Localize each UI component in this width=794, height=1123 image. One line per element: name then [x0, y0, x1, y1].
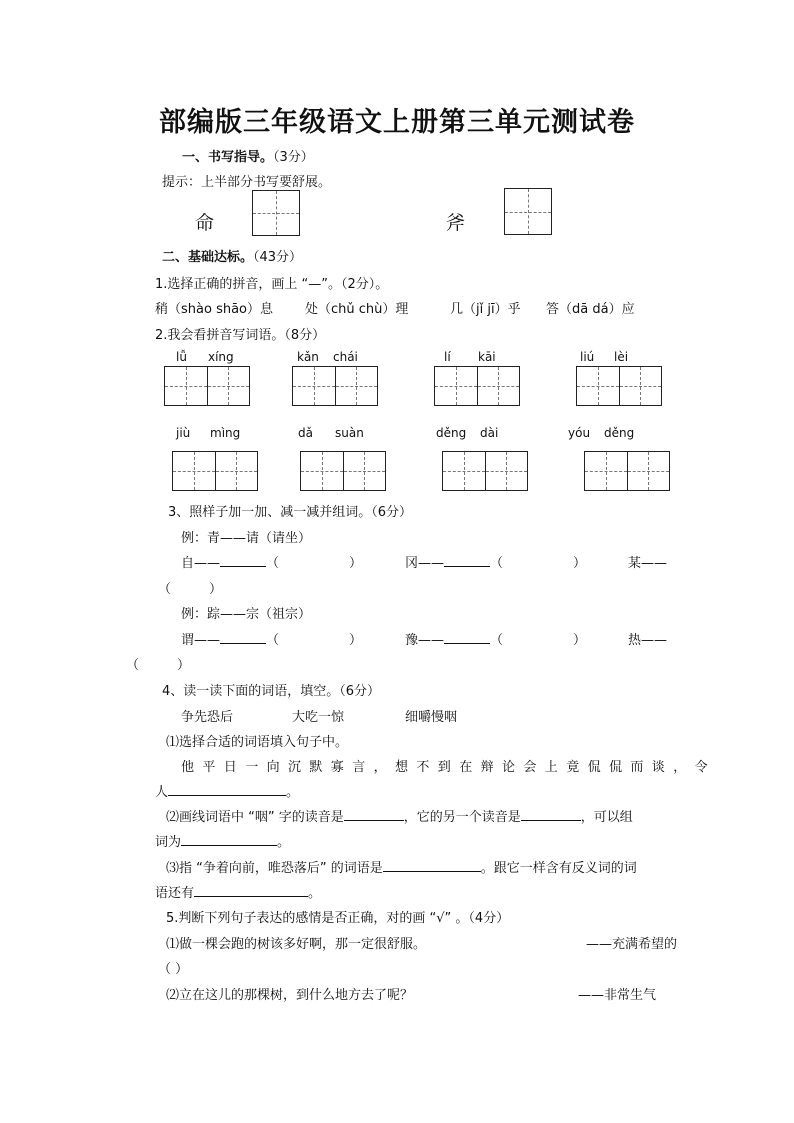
q5-prompt: 5.判断下列句子表达的感情是否正确，对的画 “√” 。（4分） — [166, 911, 510, 926]
answer-blank[interactable] — [383, 859, 481, 872]
q1-char: 理 — [395, 302, 409, 317]
section2-points: （43分） — [253, 250, 303, 265]
pinyin-label: lèi — [614, 350, 629, 364]
pinyin-label: mìng — [210, 426, 241, 440]
q4-sub3-text: ⑶指 “争着向前，唯恐落后” 的词语是 — [166, 861, 383, 876]
answer-blank[interactable] — [521, 808, 581, 821]
section2-heading — [162, 246, 302, 265]
q1-item — [546, 298, 635, 317]
q4-sub2 — [166, 806, 633, 825]
q4-sub1-sentence: 他平日一向沉默寡言，想不到在辩论会上竟侃侃而谈，令 — [181, 760, 717, 775]
pinyin-label: kǎn — [297, 350, 319, 364]
paren: ） — [209, 582, 223, 597]
q3-item — [405, 552, 586, 571]
page-title: 部编版三年级语文上册第三单元测试卷 — [159, 107, 635, 138]
q4-sub1-text — [181, 756, 717, 775]
q3-example-1: 例：青——请（请坐） — [181, 531, 312, 546]
q4-sub3-text: 语还有 — [155, 886, 195, 901]
practice-grid-1[interactable] — [252, 190, 300, 236]
pinyin-label: děng — [436, 426, 467, 440]
pinyin-label: suàn — [335, 426, 364, 440]
q4-sub1-cont: 人 — [155, 785, 169, 800]
q5-sentence-2: ⑵立在这儿的那棵树，到什么地方去了呢？ — [166, 988, 414, 1003]
q1-options[interactable]: （shào shāo） — [168, 302, 261, 317]
section1-hint: 提示：上半部分书写要舒展。 — [162, 175, 332, 190]
answer-blank[interactable] — [444, 631, 490, 644]
paren: （ — [266, 633, 280, 648]
q4-sub2-text: ，它的另一个读音是 — [403, 810, 521, 825]
pinyin-label: lí — [444, 350, 451, 364]
q4-sub2-line2 — [155, 831, 290, 850]
pinyin-label: chái — [333, 350, 358, 364]
q3-item — [181, 629, 362, 648]
q1-char: 答 — [546, 302, 560, 317]
section1-points: （3分） — [273, 150, 314, 165]
pinyin-label: liú — [580, 350, 595, 364]
answer-blank[interactable] — [344, 808, 404, 821]
q3-char: 热—— — [628, 633, 668, 648]
paren: （ — [158, 582, 172, 597]
pinyin-label: xíng — [208, 350, 234, 364]
q4-sub2-text: 词为 — [155, 835, 182, 850]
answer-blank[interactable] — [220, 554, 266, 567]
paren: （ — [266, 556, 280, 571]
writing-field[interactable] — [300, 451, 386, 491]
paren: ） — [177, 658, 191, 673]
paren: （ — [490, 556, 504, 571]
q1-char: 处 — [305, 302, 319, 317]
paren: ） — [349, 556, 363, 571]
q5-sentence-1: ⑴做一棵会跑的树该多好啊，那一定很舒服。 — [166, 937, 427, 952]
q4-word: 争先恐后 — [181, 710, 234, 725]
pinyin-label: jiù — [176, 426, 191, 440]
q3-item — [405, 629, 586, 648]
q1-char: 乎 — [507, 302, 521, 317]
writing-field[interactable] — [164, 366, 250, 406]
pinyin-label: lǚ — [176, 350, 187, 364]
q1-item — [450, 298, 521, 317]
pinyin-label: yóu — [568, 426, 591, 440]
q3-item — [181, 552, 362, 571]
q4-word: 大吃一惊 — [292, 710, 345, 725]
pinyin-label: kāi — [478, 350, 496, 364]
q4-period: 。 — [308, 886, 322, 901]
section1-heading-text: 一、书写指导。 — [182, 150, 274, 165]
practice-char-1: 命 — [195, 212, 215, 234]
q1-char: 稍 — [155, 302, 169, 317]
writing-field[interactable] — [172, 451, 258, 491]
q4-period: 。 — [277, 835, 291, 850]
paren: （ — [126, 658, 140, 673]
answer-blank[interactable] — [444, 554, 490, 567]
q1-prompt: 1.选择正确的拼音，画上 “—”。（2分）。 — [155, 277, 389, 292]
q2-prompt: 2.我会看拼音写词语。（8分） — [155, 328, 326, 343]
practice-grid-2[interactable] — [504, 188, 552, 235]
q1-options[interactable]: （jǐ jī） — [463, 302, 508, 317]
practice-char-2: 斧 — [446, 212, 466, 234]
q4-period: 。 — [286, 785, 300, 800]
q3-char: 谓—— — [181, 633, 221, 648]
q4-sub3-text: 。跟它一样含有反义词的词 — [480, 861, 637, 876]
paren: ） — [573, 633, 587, 648]
pinyin-label: dài — [480, 426, 499, 440]
pinyin-label: dǎ — [298, 426, 313, 440]
paren: ） — [349, 633, 363, 648]
q3-char: 某—— — [628, 556, 668, 571]
q1-item — [305, 298, 408, 317]
section2-heading-text: 二、基础达标。 — [162, 250, 254, 265]
section1-heading — [182, 146, 314, 165]
writing-field[interactable] — [442, 451, 528, 491]
q1-char: 息 — [260, 302, 274, 317]
answer-blank[interactable] — [194, 884, 308, 897]
writing-field[interactable] — [292, 366, 378, 406]
q3-example-2: 例：踪——宗（祖宗） — [181, 607, 312, 622]
q1-char: 应 — [621, 302, 635, 317]
q3-char: 自—— — [181, 556, 221, 571]
q1-options[interactable]: （chǔ chù） — [318, 302, 396, 317]
answer-blank[interactable] — [168, 783, 286, 796]
paren: （ — [490, 633, 504, 648]
q5-answer-paren[interactable]: （ ） — [158, 962, 189, 977]
paren: ） — [573, 556, 587, 571]
q4-sub3-line2 — [155, 882, 321, 901]
q5-sentence-2-tail: ——非常生气 — [578, 988, 657, 1003]
q4-sub2-text: ，可以组 — [580, 810, 633, 825]
q3-wrap-paren — [126, 654, 190, 673]
q1-options[interactable]: （dā dá） — [559, 302, 622, 317]
q4-sub1-line2 — [155, 781, 299, 800]
q3-prompt: 3、照样子加一加、减一减并组词。（6分） — [168, 505, 413, 520]
q4-prompt: 4、读一读下面的词语，填空。（6分） — [162, 684, 381, 699]
pinyin-label: děng — [604, 426, 635, 440]
answer-blank[interactable] — [220, 631, 266, 644]
answer-blank[interactable] — [181, 833, 277, 846]
q3-char: 豫—— — [405, 633, 445, 648]
q4-sub1-prompt: ⑴选择合适的词语填入句子中。 — [166, 735, 349, 750]
q4-sub3 — [166, 857, 637, 876]
q3-char: 冈—— — [405, 556, 445, 571]
q1-item — [155, 298, 273, 317]
writing-field[interactable] — [576, 366, 662, 406]
q3-wrap-paren — [158, 578, 222, 597]
q4-sub2-text: ⑵画线词语中 “咽” 字的读音是 — [166, 810, 344, 825]
writing-field[interactable] — [584, 451, 670, 491]
q4-word: 细嚼慢咽 — [405, 710, 458, 725]
q5-sentence-1-tail: ——充满希望的 — [586, 937, 678, 952]
q1-char: 几 — [450, 302, 464, 317]
writing-field[interactable] — [434, 366, 520, 406]
